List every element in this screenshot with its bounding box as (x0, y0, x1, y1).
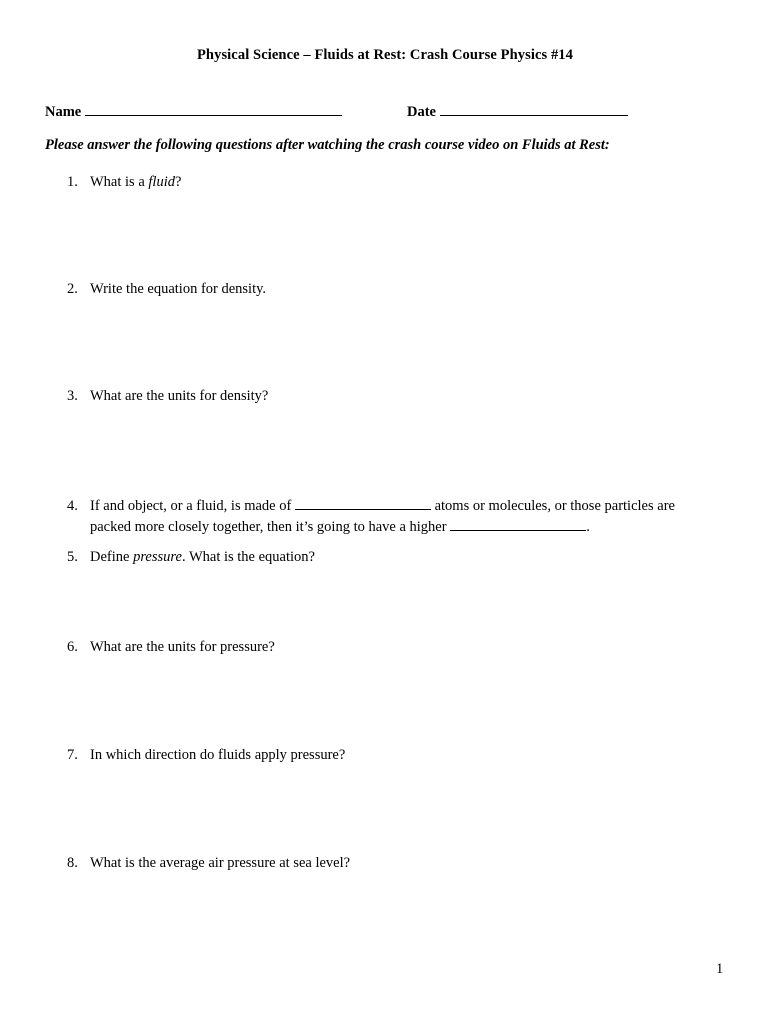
name-label: Name (45, 104, 82, 120)
question-text-cont: atoms or molecules, or those particles are (434, 498, 675, 514)
question-6 (67, 639, 275, 656)
fill-in-blank-1[interactable] (295, 496, 431, 510)
name-blank[interactable] (85, 101, 342, 116)
question-2 (67, 281, 266, 298)
question-5 (67, 549, 315, 566)
question-text: If and object, or a fluid, is made of (90, 498, 292, 514)
question-text: What is the average air pressure at sea level? (90, 855, 351, 871)
fill-in-blank-2[interactable] (450, 517, 586, 531)
question-text: Define (90, 549, 134, 565)
question-text-end: . What is the equation? (181, 549, 315, 565)
question-emphasis: fluid (148, 174, 175, 190)
question-text: What are the units for density? (90, 388, 269, 404)
question-number: 1. (67, 174, 78, 190)
date-label: Date (407, 104, 436, 120)
date-field (407, 101, 628, 121)
date-blank[interactable] (440, 101, 628, 116)
worksheet-title: Physical Science – Fluids at Rest: Crash Course Physics #14 (196, 47, 574, 63)
page-number: 1 (716, 961, 724, 977)
question-text: What are the units for pressure? (90, 639, 275, 655)
question-number: 6. (67, 639, 78, 655)
question-4 (67, 496, 675, 536)
question-text: In which direction do fluids apply pressure? (90, 747, 346, 763)
name-field (45, 101, 342, 121)
question-1 (67, 174, 181, 191)
question-emphasis: pressure (133, 549, 182, 565)
question-number: 5. (67, 549, 78, 565)
question-text-line2: packed more closely together, then it’s going to have a higher (90, 519, 447, 535)
question-number: 3. (67, 388, 78, 404)
question-text: What is a (90, 174, 149, 190)
question-8 (67, 855, 350, 872)
question-text-end: . (586, 519, 590, 535)
instructions: Please answer the following questions after watching the crash course video on Fluids at Rest: (45, 137, 610, 153)
question-number: 4. (67, 498, 78, 514)
question-text-end: ? (174, 174, 182, 190)
question-7 (67, 747, 345, 764)
question-3 (67, 388, 268, 405)
question-text: Write the equation for density. (90, 281, 267, 297)
question-number: 8. (67, 855, 78, 871)
question-number: 7. (67, 747, 78, 763)
question-number: 2. (67, 281, 78, 297)
